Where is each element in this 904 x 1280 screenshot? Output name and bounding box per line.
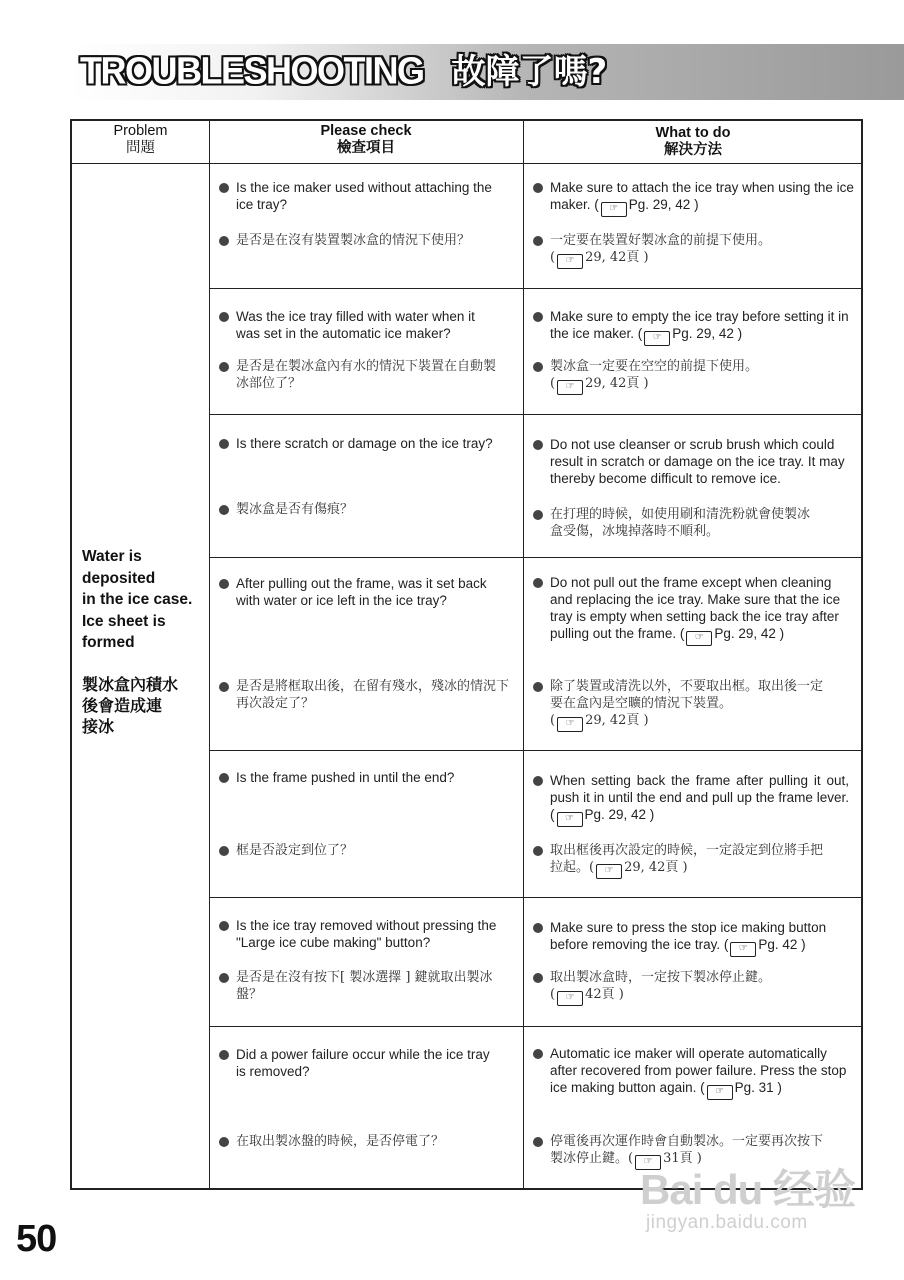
todo-item-en: Do not use cleanser or scrub brush which could result in scratch or damage on the ice tray. It may thereby become difficult to remove ice. (531, 436, 861, 487)
row-divider (209, 414, 861, 415)
page-reference: 29, 42頁 ) (585, 713, 649, 728)
page-reference: Pg. 29, 42 ) (584, 807, 655, 822)
check-item-zh: 框是否設定到位了？ (217, 842, 507, 859)
troubleshooting-table (70, 119, 863, 1190)
problem-zh-line: 後會造成連 (82, 697, 163, 715)
check-item-zh: 是否是在沒有按下[ 製冰選擇 ] 鍵就取出製冰盤？ (217, 969, 507, 1003)
todo-item-zh (531, 1133, 831, 1170)
check-item-en: Is the ice maker used without attaching the ice tray? (217, 179, 507, 213)
row-divider (209, 897, 861, 898)
todo-text: 取出框後再次設定的時候，一定設定到位將手把拉起。( (550, 843, 824, 875)
pointing-hand-icon: ☞ (557, 717, 583, 732)
pointing-hand-icon: ☞ (730, 942, 756, 957)
header-todo (523, 125, 863, 159)
page-title (80, 43, 607, 99)
page-reference: 42頁 ) (585, 987, 624, 1002)
todo-item-zh: 取出製冰盒時，一定按下製冰停止鍵。 ( ☞ 42頁 ) (531, 969, 831, 1006)
column-divider (523, 121, 524, 1188)
problem-zh-line: 接冰 (82, 718, 115, 736)
header-divider (72, 163, 861, 164)
pointing-hand-icon: ☞ (686, 631, 712, 646)
problem-en-line: in the ice case. (82, 591, 193, 608)
todo-cell-zh (531, 842, 831, 879)
page-reference: Pg. 42 ) (758, 937, 806, 952)
todo-item-en (531, 1045, 857, 1100)
header-problem-zh: 問題 (126, 140, 155, 156)
check-cell-zh (217, 358, 507, 392)
todo-text: Make sure to attach the ice tray when using the ice maker. ( (550, 180, 854, 212)
check-cell-zh (217, 501, 507, 518)
row-divider (209, 750, 861, 751)
check-item-zh: 是否是將框取出後，在留有殘水，殘冰的情況下再次設定了？ (217, 678, 517, 712)
watermark-brand: Bai du 经验 (640, 1166, 856, 1213)
page-number: 50 (16, 1218, 57, 1260)
todo-cell-zh (531, 232, 857, 269)
title-en: TROUBLESHOOTING (80, 48, 424, 92)
header-problem-en: Problem (113, 123, 168, 139)
header-check-en: Please check (320, 123, 412, 139)
page-reference: Pg. 31 ) (734, 1080, 782, 1095)
row-divider (209, 557, 861, 558)
check-item-en: Is there scratch or damage on the ice tray? (217, 435, 522, 452)
todo-text: Do not pull out the frame except when cleaning and replacing the ice tray. Make sure that the ice tray is empty when setting back the ice tray after pulling out the frame. ( (550, 575, 841, 641)
todo-item-en (531, 308, 857, 346)
pointing-hand-icon: ☞ (557, 812, 583, 827)
row-divider (209, 288, 861, 289)
todo-cell (531, 772, 849, 827)
todo-text: 取出製冰盒時，一定按下製冰停止鍵。 (550, 970, 772, 985)
check-item-en: Is the ice tray removed without pressing the "Large ice cube making" button? (217, 917, 507, 951)
problem-zh-line: 製冰盒內積水 (82, 676, 179, 694)
pointing-hand-icon: ☞ (707, 1085, 733, 1100)
todo-item-zh (531, 842, 831, 879)
todo-cell-zh (531, 1133, 831, 1170)
problem-en-line: Ice sheet is (82, 612, 166, 630)
header-problem (72, 123, 209, 157)
todo-item-en (531, 574, 857, 646)
todo-item-zh: 製冰盒一定要在空空的前提下使用。 ( ☞ 29, 42頁 ) (531, 358, 857, 395)
page-reference: 29, 42頁 ) (624, 860, 688, 875)
page-reference: 29, 42頁 ) (585, 250, 649, 265)
check-cell-zh (217, 969, 507, 1003)
problem-en-line: deposited (82, 569, 156, 587)
todo-cell (531, 1045, 857, 1100)
todo-cell (531, 436, 861, 487)
check-cell (217, 769, 517, 786)
pointing-hand-icon: ☞ (601, 202, 627, 217)
check-cell-zh (217, 842, 507, 859)
check-cell (217, 435, 522, 452)
todo-text: 製冰盒一定要在空空的前提下使用。 (550, 359, 759, 374)
page-reference: 31頁 ) (663, 1151, 702, 1166)
pointing-hand-icon: ☞ (557, 991, 583, 1006)
check-item-zh: 在取出製冰盤的時候，是否停電了？ (217, 1133, 507, 1150)
todo-text: Make sure to empty the ice tray before setting it in the ice maker. ( (550, 309, 849, 341)
header-check (209, 123, 523, 157)
header-check-zh: 檢查項目 (337, 140, 395, 156)
check-item-en: Was the ice tray filled with water when it was set in the automatic ice maker? (217, 308, 502, 342)
pointing-hand-icon: ☞ (596, 864, 622, 879)
check-item-en: Is the frame pushed in until the end? (217, 769, 517, 786)
check-item-zh: 是否是在製冰盒內有水的情況下裝置在自動製冰部位了？ (217, 358, 507, 392)
todo-text: 除了裝置或清洗以外，不要取出框。取出後一定要在盒內是空曠的情況下裝置。 (550, 679, 824, 711)
todo-text: 停電後再次運作時會自動製冰。一定要再次按下製冰停止鍵。( (550, 1134, 824, 1166)
todo-text: Automatic ice maker will operate automatically after recovered from power failure. Press the stop ice making button again. ( (550, 1046, 847, 1095)
check-cell (217, 1046, 497, 1080)
check-cell-zh (217, 678, 517, 712)
problem-description (82, 546, 202, 738)
check-item-en: After pulling out the frame, was it set back with water or ice left in the ice tray? (217, 575, 507, 609)
header-todo-zh: 解決方法 (664, 142, 722, 158)
check-cell-zh (217, 232, 517, 249)
row-divider (209, 1026, 861, 1027)
todo-cell (531, 919, 857, 957)
todo-text: 一定要在裝置好製冰盒的前提下使用。 (550, 233, 772, 248)
todo-text: Make sure to press the stop ice making button before removing the ice tray. ( (550, 920, 827, 952)
check-item-en: Did a power failure occur while the ice tray is removed? (217, 1046, 497, 1080)
todo-cell (531, 179, 857, 217)
pointing-hand-icon: ☞ (635, 1155, 661, 1170)
todo-item-zh: 除了裝置或清洗以外，不要取出框。取出後一定要在盒內是空曠的情況下裝置。 ( ☞ 29, 42頁 ) (531, 678, 831, 732)
todo-cell (531, 574, 857, 646)
todo-cell (531, 308, 857, 346)
problem-en-line: Water is (82, 548, 142, 565)
header-todo-en: What to do (655, 125, 731, 141)
todo-cell-zh (531, 358, 857, 395)
todo-item-en (531, 772, 849, 827)
todo-cell-zh (531, 969, 831, 1006)
todo-item-en (531, 919, 857, 957)
pointing-hand-icon: ☞ (557, 380, 583, 395)
page-reference: 29, 42頁 ) (585, 376, 649, 391)
pointing-hand-icon: ☞ (557, 254, 583, 269)
todo-cell-zh (531, 678, 831, 732)
page-reference: Pg. 29, 42 ) (714, 626, 785, 641)
page-reference: Pg. 29, 42 ) (628, 197, 699, 212)
todo-text: When setting back the frame after pulling it out, push it in until the end and pull up the frame lever. ( (550, 773, 849, 822)
column-divider (209, 121, 210, 1188)
watermark (640, 1168, 855, 1234)
title-zh: 故障了嗎? (451, 52, 608, 92)
check-cell-zh (217, 1133, 507, 1150)
check-cell (217, 308, 502, 342)
check-cell (217, 917, 507, 951)
todo-cell-zh (531, 506, 821, 540)
todo-item-en (531, 179, 857, 217)
todo-item-zh: 一定要在裝置好製冰盒的前提下使用。 ( ☞ 29, 42頁 ) (531, 232, 857, 269)
pointing-hand-icon: ☞ (644, 331, 670, 346)
check-item-zh: 是否是在沒有裝置製冰盒的情況下使用？ (217, 232, 517, 249)
check-cell (217, 575, 507, 609)
check-cell (217, 179, 507, 213)
page-reference: Pg. 29, 42 ) (672, 326, 743, 341)
todo-item-zh: 在打理的時候，如使用刷和清洗粉就會使製冰盒受傷，冰塊掉落時不順利。 (531, 506, 821, 540)
watermark-url: jingyan.baidu.com (646, 1212, 808, 1233)
problem-en-line: formed (82, 634, 135, 651)
check-item-zh: 製冰盒是否有傷痕？ (217, 501, 507, 518)
